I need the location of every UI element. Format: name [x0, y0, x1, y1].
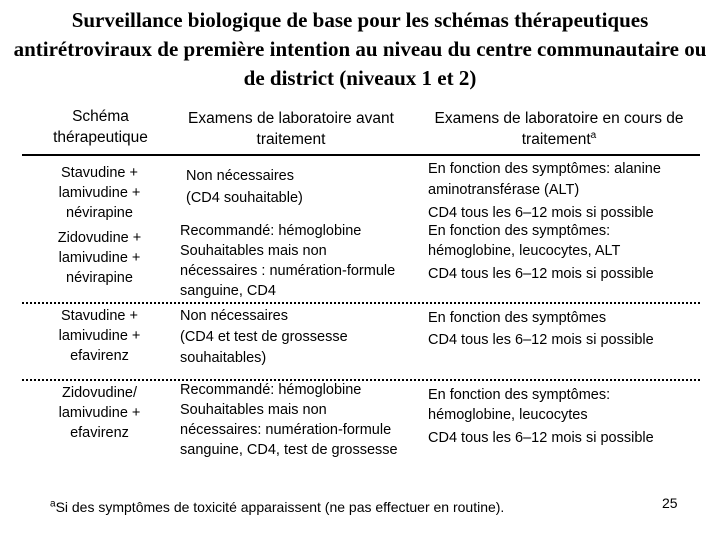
row-4-during-line-1: En fonction des symptômes: hémoglobine, leucocytes — [428, 387, 611, 423]
row-divider-1 — [22, 302, 700, 304]
row-4-regimen: Zidovudine/ lamivudine + efavirenz — [58, 385, 141, 441]
row-3-during-line-2: CD4 tous les 6–12 mois si possible — [428, 332, 654, 348]
row-2-during — [428, 221, 698, 284]
row-3-during-line-1: En fonction des symptômes — [428, 310, 607, 326]
row-4-during — [428, 385, 698, 448]
row-1-regimen: Stavudine + lamivudine + névirapine — [58, 165, 141, 221]
row-2-regimen: Zidovudine + lamivudine + névirapine — [57, 230, 142, 286]
row-2-before-line-1: Recommandé: hémoglobine — [180, 223, 362, 239]
row-4-before — [180, 380, 405, 460]
header-regimen: Schéma thérapeutique — [53, 108, 148, 146]
row-4-during-line-2: CD4 tous les 6–12 mois si possible — [428, 430, 654, 446]
row-1-during-line-2: CD4 tous les 6–12 mois si possible — [428, 205, 654, 221]
row-2-before-line-2: Souhaitables mais non nécessaires : numération-formule sanguine, CD4 — [180, 243, 396, 299]
footnote-marker: a — [50, 498, 56, 510]
footnote — [50, 497, 504, 517]
row-1-before-line-2: (CD4 souhaitable) — [186, 190, 303, 206]
header-during-treatment-text: Examens de laboratoire en cours de traitement — [434, 110, 684, 148]
row-1-during — [428, 159, 703, 224]
page-title: Surveillance biologique de base pour les schémas thérapeutiques antirétroviraux de première intention au niveau du centre communautaire ou de district (niveaux 1 et 2) — [13, 8, 707, 90]
row-3-before-line-1: Non nécessaires — [180, 308, 288, 324]
footnote-text: Si des symptômes de toxicité apparaissent (ne pas effectuer en routine). — [55, 499, 505, 515]
row-2-before — [180, 221, 405, 301]
row-3-during — [428, 307, 698, 351]
row-2-during-line-1: En fonction des symptômes: hémoglobine, leucocytes, ALT — [428, 223, 621, 259]
row-1-during-line-1: En fonction des symptômes: alanine aminotransférase (ALT) — [428, 161, 661, 198]
header-divider — [22, 154, 700, 156]
row-2-during-line-2: CD4 tous les 6–12 mois si possible — [428, 266, 654, 282]
row-3-regimen: Stavudine + lamivudine + efavirenz — [58, 308, 141, 364]
row-3-before — [180, 306, 405, 369]
header-before-treatment: Examens de laboratoire avant traitement — [188, 110, 394, 148]
row-3-before-line-2: (CD4 et test de grossesse souhaitables) — [180, 329, 348, 366]
header-during-treatment — [420, 108, 698, 150]
row-1-before-line-1: Non nécessaires — [186, 168, 294, 184]
page-number: 25 — [662, 495, 678, 511]
row-4-before-line-2: Souhaitables mais non nécessaires: numération-formule sanguine, CD4, test de grossesse — [180, 402, 398, 458]
row-4-before-line-1: Recommandé: hémoglobine — [180, 382, 362, 398]
header-footnote-marker: a — [590, 129, 597, 141]
row-1-before — [186, 165, 401, 209]
